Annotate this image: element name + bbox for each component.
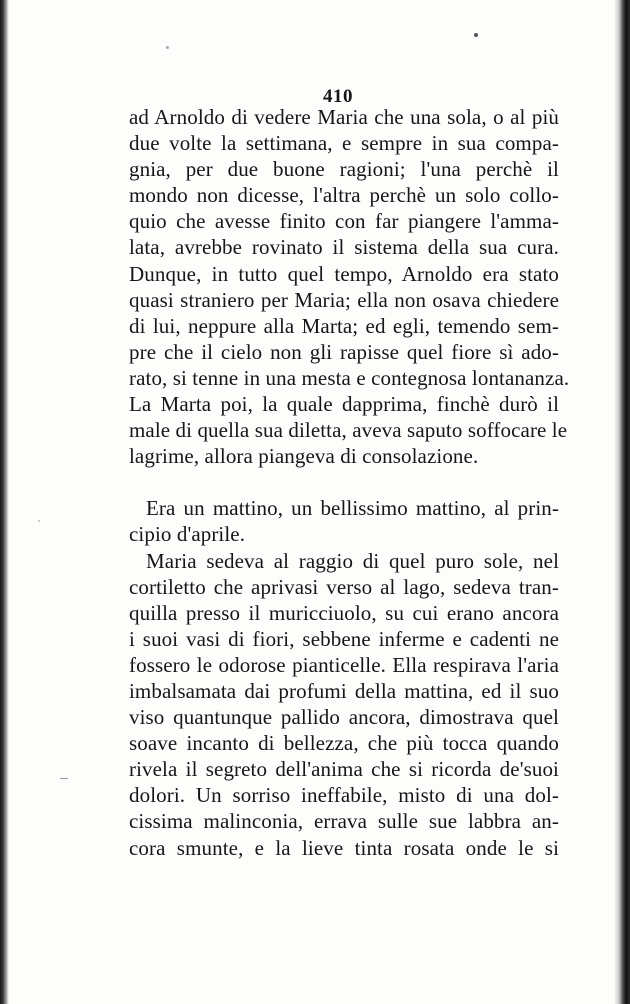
text-line: quio che avesse finito con far piangere l'amma- bbox=[129, 209, 559, 234]
paragraph-break bbox=[129, 469, 559, 495]
text-line: rato, si tenne in una mesta e contegnosa lontananza. bbox=[129, 365, 570, 390]
text-line: La Marta poi, la quale dapprima, finchè durò il bbox=[129, 392, 559, 417]
text-line: male di quella sua diletta, aveva saputo soffocare le bbox=[129, 418, 568, 443]
text-line: soave incanto di bellezza, che più tocca quando bbox=[129, 731, 559, 756]
body-text bbox=[129, 104, 570, 861]
page-right-edge-shadow bbox=[614, 0, 630, 1004]
text-line: mondo non dicesse, l'altra perchè un solo collo- bbox=[129, 183, 559, 208]
text-line: Era un mattino, un bellissimo mattino, al prin- bbox=[146, 496, 559, 521]
paragraph-2 bbox=[129, 495, 559, 547]
text-line: due volte la settimana, e sempre in sua compa- bbox=[129, 131, 559, 156]
text-line: quilla presso il muricciuolo, su cui erano ancora bbox=[129, 600, 559, 625]
text-line: pre che il cielo non gli rapisse quel fiore sì ado- bbox=[129, 339, 559, 364]
paragraph-1 bbox=[129, 104, 570, 469]
text-line: cipio d'aprile. bbox=[129, 522, 246, 547]
text-line: lata, avrebbe rovinato il sistema della sua cura. bbox=[129, 235, 559, 260]
text-line: cortiletto che aprivasi verso al lago, sedeva tran- bbox=[129, 574, 559, 599]
text-line: di lui, neppure alla Marta; ed egli, temendo sem- bbox=[129, 313, 559, 338]
text-line: rivela il segreto dell'anima che si ricorda de'suoi bbox=[129, 757, 559, 782]
page-left-edge-shadow bbox=[0, 0, 9, 1004]
text-line: cora smunte, e la lieve tinta rosata onde le si bbox=[129, 835, 559, 860]
text-line: Maria sedeva al raggio di quel puro sole, nel bbox=[146, 548, 559, 573]
text-line: quasi straniero per Maria; ella non osava chiedere bbox=[129, 287, 559, 312]
text-line: fossero le odorose pianticelle. Ella respirava l'aria bbox=[129, 652, 559, 677]
text-line: Dunque, in tutto quel tempo, Arnoldo era stato bbox=[129, 261, 559, 286]
text-line: dolori. Un sorriso ineffabile, misto di una dol- bbox=[129, 783, 559, 808]
text-line: viso quantunque pallido ancora, dimostrava quel bbox=[129, 705, 559, 730]
text-line: cissima malinconia, errava sulle sue labbra an- bbox=[129, 809, 559, 834]
text-line: imbalsamata dai profumi della mattina, ed il suo bbox=[129, 678, 559, 703]
page-number: 410 bbox=[323, 86, 353, 107]
text-line: i suoi vasi di fiori, sebbene inferme e cadenti ne bbox=[129, 626, 559, 651]
paragraph-3 bbox=[129, 548, 559, 861]
text-line: lagrime, allora piangeva di consolazione. bbox=[129, 444, 479, 469]
text-line: ad Arnoldo di vedere Maria che una sola, o al più bbox=[129, 105, 559, 129]
text-line: gnia, per due buone ragioni; l'una perchè il bbox=[129, 157, 559, 182]
